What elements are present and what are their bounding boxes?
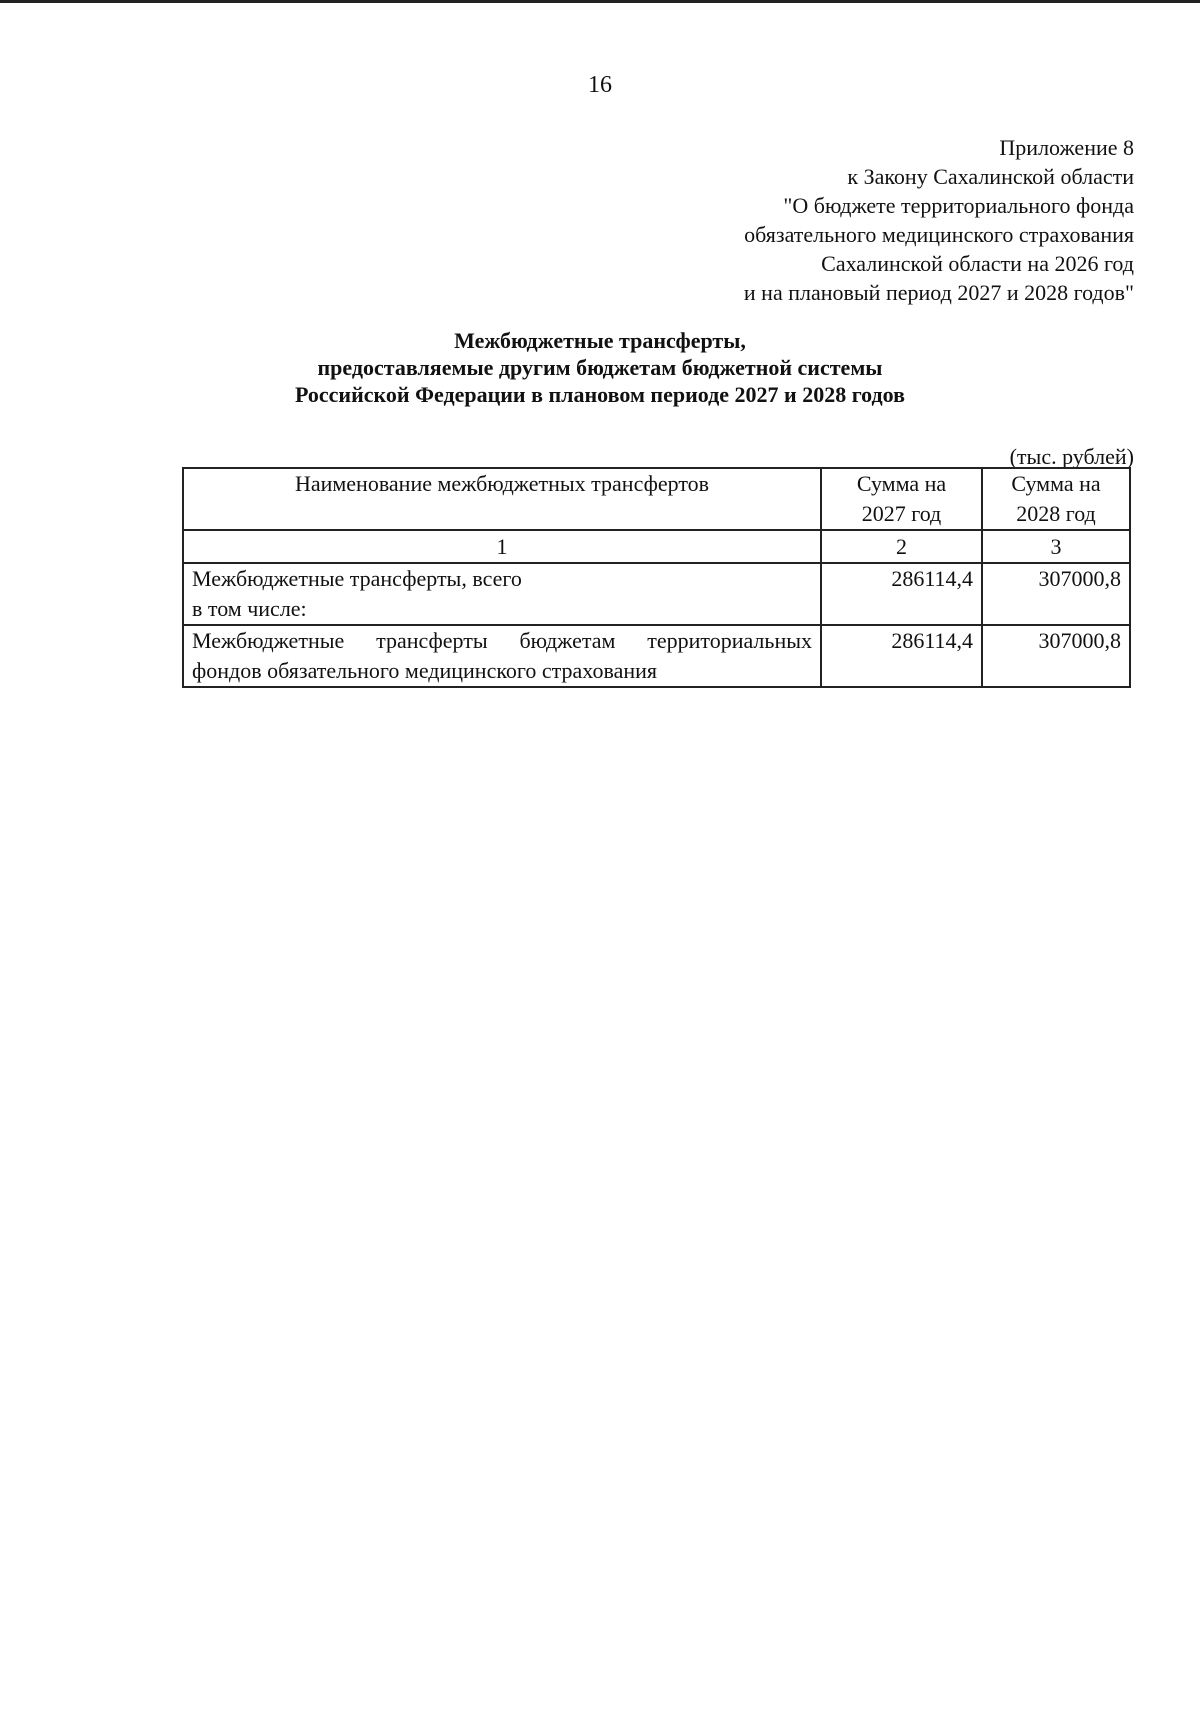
header-year-2028-line: Сумма на [1011,471,1101,496]
header-year-2027-line: Сумма на [856,471,947,496]
page-number: 16 [588,72,612,98]
table-header-row [183,468,1130,530]
amount-2028: 307000,8 [982,625,1130,687]
column-number: 1 [183,530,821,563]
table-row [183,563,1130,625]
amount-2028: 307000,8 [982,563,1130,625]
appendix-line: Сахалинской области на 2026 год [821,251,1134,276]
header-year-2027-line: 2027 год [861,501,942,526]
column-number-row [183,530,1130,563]
header-year-2028 [982,468,1130,530]
appendix-line: обязательного медицинского страхования [744,222,1134,247]
appendix-reference [744,133,1134,307]
units-label: (тыс. рублей) [1009,444,1134,469]
table-row [183,625,1130,687]
row-name-line: в том числе: [192,596,307,621]
header-name-text: Наименование межбюджетных трансфертов [294,471,710,496]
amount-2027: 286114,4 [821,625,982,687]
header-year-2028-line: 2028 год [1016,501,1096,526]
appendix-line: Приложение 8 [999,135,1134,160]
row-name-line: фондов обязательного медицинского страхования [192,658,657,683]
row-name [183,563,821,625]
title-line: Межбюджетные трансферты, [454,328,746,353]
appendix-line: и на плановый период 2027 и 2028 годов" [743,280,1134,305]
column-number: 2 [821,530,982,563]
header-year-2027 [821,468,982,530]
column-number: 3 [982,530,1130,563]
header-name [183,468,821,530]
row-name-line: Межбюджетные трансферты, всего [192,566,522,591]
amount-2027: 286114,4 [821,563,982,625]
appendix-line: к Закону Сахалинской области [847,164,1134,189]
row-name [183,625,821,687]
title-line: предоставляемые другим бюджетам бюджетной системы [317,355,883,380]
appendix-line: "О бюджете территориального фонда [783,193,1134,218]
top-border-line [0,0,1200,3]
document-title [0,327,1200,408]
row-name-line: Межбюджетные трансферты бюджетам территориальных [192,628,812,653]
title-line: Российской Федерации в плановом периоде 2027 и 2028 годов [294,382,905,407]
transfers-table [182,467,1131,688]
